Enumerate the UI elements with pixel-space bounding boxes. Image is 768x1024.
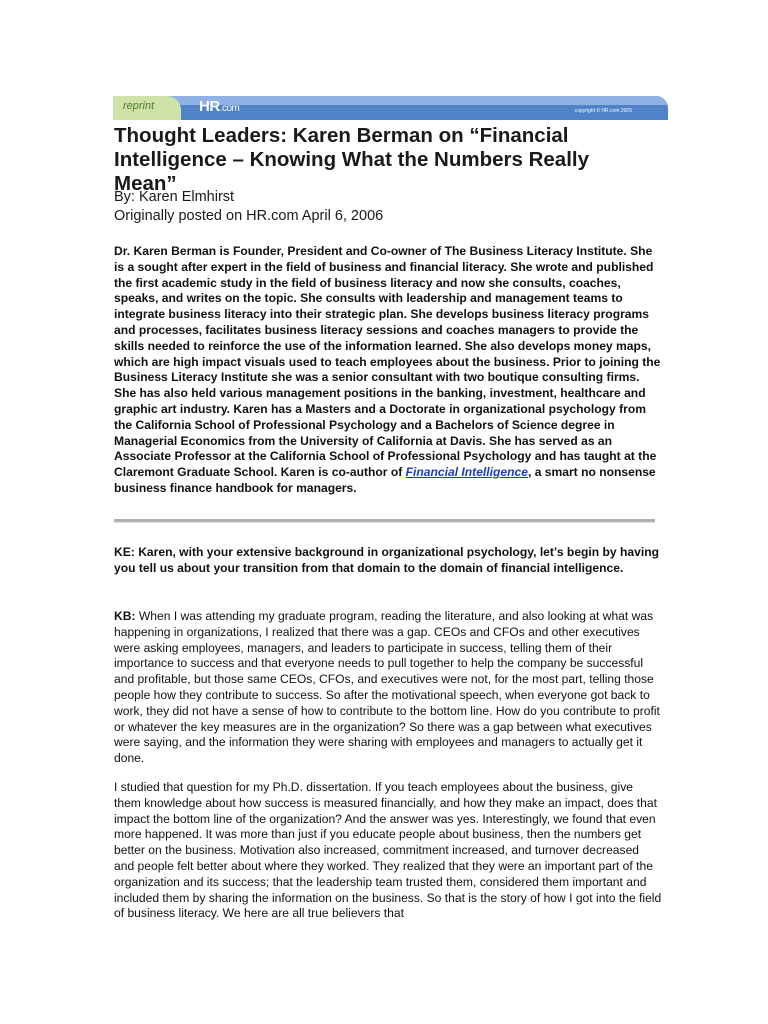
byline-author: By: Karen Elmhirst xyxy=(114,189,235,205)
interview-answer xyxy=(114,609,662,767)
article-title: Thought Leaders: Karen Berman on “Financial Intelligence – Knowing What the Numbers Really Mean” xyxy=(114,124,589,195)
reprint-label: reprint xyxy=(123,100,155,112)
answer-speaker-label: KB: xyxy=(114,609,136,623)
byline xyxy=(114,188,654,226)
section-divider xyxy=(114,519,655,523)
hr-logo xyxy=(199,98,239,115)
reprint-banner xyxy=(113,96,668,120)
byline-posted: Originally posted on HR.com April 6, 2006 xyxy=(114,208,384,224)
interview-question: KE: Karen, with your extensive background in organizational psychology, let’s begin by having you tell us about your transition from that domain to the domain of financial intelligence. xyxy=(114,545,659,575)
banner-highlight xyxy=(113,96,668,105)
financial-intelligence-link[interactable]: Financial Intelligence xyxy=(405,465,528,480)
author-bio xyxy=(114,244,662,497)
copyright-notice: copyright © HR.com 2005 xyxy=(574,108,632,114)
logo-suffix: .com xyxy=(219,103,240,114)
answer-text: When I was attending my graduate program, reading the literature, and also looking at what was happening in organizations, I realized that there was a gap. CEOs and CFOs and other executives were asking employees, managers, and leaders to participate in success, telling them of their importance to success and that everyone needs to pull together to help the company be successful and profitable, but those same CEOs, CFOs, and executives were not, for the most part, telling those people how they contribute to success. So after the motivational speech, when everyone got back to work, they did not have a sense of how to contribute to the bottom line. How do you contribute to profit or whatever the key measures are in the organization? So there was a gap between what executives were saying, and the information they were sharing with employees and managers to actually get it done. xyxy=(114,609,660,766)
bio-text-end: , a smart no nonsense business finance handbook for managers. xyxy=(114,465,656,495)
bio-text: Dr. Karen Berman is Founder, President and Co-owner of The Business Literacy Institute. She is a sought after expert in the field of business and financial literacy. She wrote and published the first academic study in the field of business literacy and now she consults, coaches, speaks, and writes on the topic. She consults with leadership and management teams to integrate business literacy into their strategic plan. She develops business literacy programs and processes, facilitates business literacy sessions and coaches managers to provide the skills needed to reinforce the use of the information learned. She also develops money maps, which are high impact visuals used to teach employees about the business. Prior to joining the Business Literacy Institute she was a senior consultant with two boutique consulting firms. She has also held various management positions in the banking, investment, healthcare and graphic art industry. Karen has a Masters and a Doctorate in organizational psychology from the California School of Professional Psychology and a Bachelors of Science degree in Managerial Economics from the University of California at Davis. She has served as an Associate Professor at the California School of Professional Psychology and has taught at the Claremont Graduate School. Karen is co-author of xyxy=(114,244,661,480)
reprint-tab xyxy=(113,96,181,120)
interview-answer-continued: I studied that question for my Ph.D. dissertation. If you teach employees about the business, give them knowledge about how success is measured financially, and how they make an impact, does that impact the bottom line of the organization? And the answer was yes. Interestingly, we found that even more happened. It was more than just if you educate people about business, then the numbers get better on the business. Motivation also increased, commitment increased, and turnover decreased and people felt better about where they worked. They realized that they were an important part of the organization and its success; that the leadership team trusted them, considered them important and included them by sharing the information on the business. So that is the story of how I got into the field of business literacy. We here are all true believers that xyxy=(114,780,662,921)
logo-main: HR xyxy=(199,98,220,115)
